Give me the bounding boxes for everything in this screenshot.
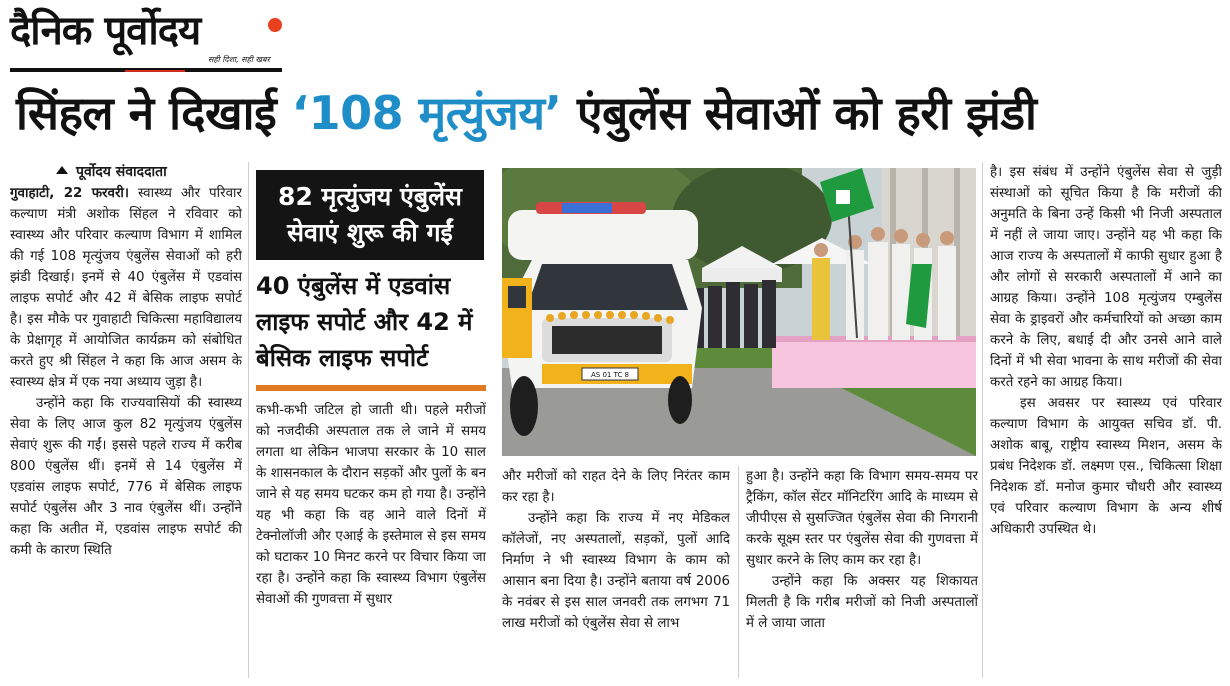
paragraph: कभी-कभी जटिल हो जाती थी। पहले मरीजों को नजदीकी अस्पताल तक ले जाने में समय लगता था लेकिन भाजपा सरकार के 10 साल के शासनकाल के दौरान सड़कों और पुलों के बन जाने से यह समय घटकर कम हो गया है। उन्होंने यह भी कहा कि वह आने वाले दिनों में टेक्नोलॉजी और एआई के इस्तेमाल से इस समय को घटाकर 10 मिनट करने पर विचार किया जा रहा है। उन्होंने कहा कि स्वास्थ्य विभाग एंबुलेंस सेवाओं की गुणवत्ता में सुधार — [256, 403, 486, 607]
photo-officials — [846, 242, 956, 340]
paragraph: हुआ है। उन्होंने कहा कि विभाग समय-समय पर ट्रैकिंग, कॉल सेंटर मॉनिटरिंग आदि के माध्यम से जीपीएस से सुसज्जित एंबुलेंस सेवा की निगरानी करके सूक्ष्म स्तर पर एंबुलेंस सेवा की गुणवत्ता में सुधार करने के लिए काम कर रहा है। — [746, 469, 978, 568]
newspaper-tagline: सही दिशा, सही खबर — [208, 55, 270, 64]
article-column-1 — [10, 162, 242, 682]
photo-flag-logo — [836, 190, 850, 204]
byline-text: पूर्वोदय संवाददाता — [76, 164, 167, 180]
dateline: गुवाहाटी, 22 फरवरी। — [10, 186, 129, 201]
byline — [56, 162, 242, 183]
ambulance-plate-text: AS 01 TC 8 — [590, 371, 630, 379]
article-column-4 — [746, 466, 978, 682]
paragraph: उन्होंने कहा कि अक्सर यह शिकायत मिलती है कि गरीब मरीजों को निजी अस्पतालों में ले जाया जाता — [746, 574, 978, 631]
subhead-box-line-1: 82 मृत्युंजय एंबुलेंस — [278, 182, 462, 211]
photo-official-saree — [812, 258, 830, 340]
paragraph: है। इस संबंध में उन्होंने एंबुलेंस सेवा से जुड़ी संस्थाओं को सूचित किया है कि मरीजों की अनुमति के बिना उन्हें किसी भी निजी अस्पताल में नहीं ले जाया जाए। उन्होंने यह भी कहा कि आज राज्य के अस्पतालों में काफी सुधार हुआ है और लोगों से सरकारी अस्पतालों में आने का आग्रह किया। उन्होंने 108 मृत्युंजय एम्बुलेंस सेवा के ड्राइवरों और कर्मचारियों को अच्छा काम करने के लिए, बधाई दी और उनसे आने वाले दिनों में भी सेवा भावना के साथ मरीजों की सेवा करते रहने का आग्रह किया। — [990, 165, 1222, 390]
paragraph: इस अवसर पर स्वास्थ्य एवं परिवार कल्याण विभाग के आयुक्त सचिव डॉ. पी. अशोक बाबू, राष्ट्रीय स्वास्थ्य मिशन, असम के प्रबंध निदेशक डॉ. लक्ष्मण एस., चिकित्सा शिक्षा निदेशक डॉ. मनोज कुमार चौधरी और स्वास्थ्य एवं परिवार कल्याण विभाग के अन्य शीर्ष अधिकारी उपस्थित थे। — [990, 396, 1222, 537]
ambulance-wheel — [668, 376, 692, 424]
ambulance-windshield — [526, 264, 688, 310]
paragraph-text: स्वास्थ्य और परिवार कल्याण मंत्री अशोक सिंहल ने रविवार को स्वास्थ्य और परिवार कल्याण विभाग में शामिल की गई 108 मृत्युंजय एंबुलेंस सेवाओं को हरी झंडी दिखाई। इनमें से 40 एंबुलेंस में एडवांस लाइफ सपोर्ट और 42 में बेसिक लाइफ सपोर्ट है। इस मौके पर गुवाहाटी चिकित्सा महाविद्यालय के प्रेक्षागृह में आयोजित कार्यक्रम को संबोधित करते हुए श्री सिंहल ने कहा कि आज असम के स्वास्थ्य क्षेत्र में एक नया अध्याय जुड़ा है। — [10, 186, 242, 390]
article-column-3 — [502, 466, 730, 682]
photo-tent-body — [702, 268, 782, 282]
photo-crowd — [690, 280, 776, 348]
photo-stage — [772, 338, 976, 388]
paragraph: उन्होंने कहा कि राज्यवासियों की स्वास्थ्य सेवा के लिए आज कुल 82 मृत्युंजय एंबुलेंस सेवाएं शुरू की गईं। इससे पहले राज्य में करीब 800 एंबुलेंस थीं। इनमें से 14 एंबुलेंस में एडवांस लाइफ सपोर्ट, 776 में बेसिक लाइफ सपोर्ट एंबुलेंस और 3 नाव एंबुलेंस थीं। उन्होंने कहा कि अतीत में, एडवांस लाइफ सपोर्ट की कमी के कारण स्थिति — [10, 396, 242, 558]
headline-post: एंबुलेंस सेवाओं को हरी झंडी — [561, 86, 1037, 140]
paragraph: उन्होंने कहा कि राज्य में नए मेडिकल कॉलेजों, नए अस्पतालों, सड़कों, पुलों आदि निर्माण ने भी स्वास्थ्य विभाग के काम को आसान बना दिया है। उन्होंने बताया वर्ष 2006 के नवंबर से इस साल जनवरी तक लगभग 71 लाख मरीजों को एंबुलेंस सेवा से लाभ — [502, 511, 730, 631]
ambulance-flag-off-photo — [502, 168, 976, 456]
ambulance-lightbar-blue — [562, 203, 612, 213]
headline-accent: ‘108 मृत्युंजय’ — [291, 86, 562, 140]
headline-pre: सिंहल ने दिखाई — [16, 86, 292, 140]
column-divider — [982, 162, 983, 678]
subhead-secondary: 40 एंबुलेंस में एडवांस लाइफ सपोर्ट और 42 में बेसिक लाइफ सपोर्ट — [256, 272, 473, 372]
subhead-box-line-2: सेवाएं शुरू की गईं — [287, 218, 453, 247]
column-divider — [738, 466, 739, 678]
newspaper-name: दैनिक पूर्वोदय — [10, 8, 201, 54]
ambulance-grille-dark — [552, 326, 662, 354]
headline — [16, 82, 1216, 148]
column-divider — [248, 162, 249, 678]
news-photo — [502, 168, 976, 456]
ambulance-wheel — [510, 376, 538, 436]
article-column-5 — [990, 162, 1222, 682]
paragraph — [10, 183, 242, 393]
paragraph: और मरीजों को राहत देने के लिए निरंतर काम कर रहा है। — [502, 469, 730, 505]
masthead-accent-rule — [125, 70, 185, 72]
ambulance-side-window — [508, 286, 526, 308]
masthead — [10, 8, 282, 70]
byline-triangle-icon — [56, 166, 68, 174]
subhead-rule — [256, 385, 486, 391]
logo-dot-icon — [268, 18, 282, 32]
subhead-box — [256, 170, 484, 260]
article-column-2 — [256, 400, 486, 682]
